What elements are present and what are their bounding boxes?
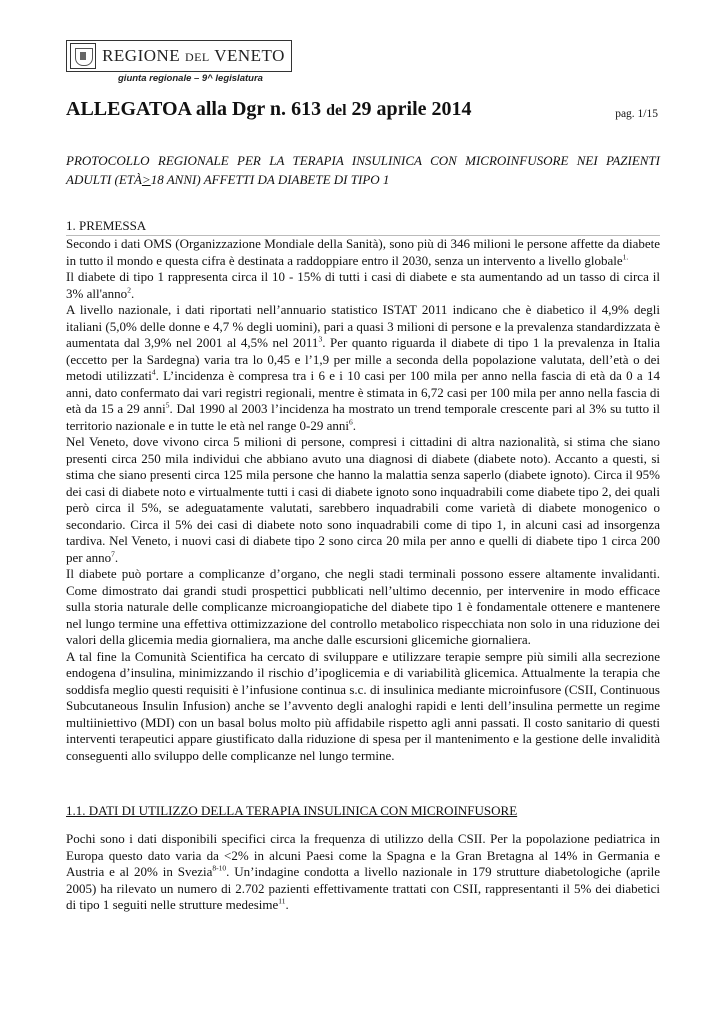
section-dati-utilizzo	[66, 803, 660, 914]
paragraph: A livello nazionale, i dati riportati nell’annuario statistico ISTAT 2011 indicano che è diabetico il 4,9% degli italiani (5,0% delle donne e 4,7 % degli uomini), pari a quasi 3 milioni di persone e la prevalenza standardizzata è aumentata dal 3,9% nel 2001 al 4,5% nel 2011$^3$. Per quanto riguarda il diabete di tipo 1 la prevalenza in Italia (eccetto per la Sardegna) varia tra lo 0,45 e l’1,9 per mille a seconda della popolazione valutata, dell’età o dei metodi utilizzati$^4$. L’incidenza è compresa tra i 6 e i 10 casi per 100 mila per anno nella fascia di età da 0 a 14 anni, dato confermato dai vari registri regionali, mentre è stimata in 6,72 casi per 100 mila per anno nella fascia di età da 15 a 29 anni$^5$. Dal 1990 al 2003 l’incidenza ha mostrato un trend temporale crescente pari al 3% su tutto il territorio nazionale e in tutte le età nel range 0-29 anni$^6$.	[66, 302, 661, 433]
giunta-label: giunta regionale – 9^ legislatura	[118, 73, 263, 84]
section-heading: 1. PREMESSA	[66, 218, 660, 236]
regione-brand-text: REGIONE DEL VENETO	[102, 46, 285, 65]
paragraph: Pochi sono i dati disponibili specifici circa la frequenza di utilizzo della CSII. Per la popolazione pediatrica in Europa questo dato varia da <2% in alcuni Paesi come la Spagna e la Gran Bretagna al 14% in Germania e Austria e al 20% in Svezia$^{8-10}$. Un’indagine condotta a livello nazionale in 179 strutture diabetologiche (aprile 2005) ha rilevato un numero di 2.702 pazienti effettivamente trattati con CSII, rappresentanti il 5% dei diabetici di tipo 1 seguiti nelle strutture medesime$^{11}$.	[66, 831, 661, 912]
paragraph: Il diabete può portare a complicanze d’organo, che negli stadi terminali possono essere altamente invalidanti. Come dimostrato dai grandi studi prospettici pubblicati nell’ultimo decennio, per intervenire in modo efficace sulla storia naturale delle complicanze microangiopatiche del diabete tipo 1 è fondamentale ottenere e mantenere nel lungo termine una effettiva ottimizzazione del controllo metabolico rispecchiata non solo in una riduzione dei valori della glicemia media giornaliera, ma anche dalle escursioni glicemiche giornaliera.	[66, 566, 660, 647]
paragraph: Il diabete di tipo 1 rappresenta circa il 10 - 15% di tutti i casi di diabete e sta aumentando ad un tasso di circa il 3% all'anno$^2$.	[66, 269, 660, 301]
paragraph: Nel Veneto, dove vivono circa 5 milioni di persone, compresi i cittadini di altra nazionalità, si stima che siano presenti circa 250 mila individui che abbiano avuto una diagnosi di diabete (diabete noto). Accanto a questi, si stima che siano presenti circa 125 mila persone che hanno la malattia senza saperlo (diabete ignoto). Circa il 95% dei casi di diabete noto e virtualmente tutti i casi di diabete ignoto sono inquadrabili come diabete tipo 2, dei quali però circa il 5%, se adeguatamente valutati, sarebbero inquadrabili come varietà di diabete monogenico o secondario. Circa il 5% dei casi di diabete noto sono inquadrabili come di tipo 1, in alcuni casi ad insorgenza tardiva. Nel Veneto, i nuovi casi di diabete tipo 2 sono circa 20 mila per anno e quelli di diabete tipo 1 circa 200 per anno$^7$.	[66, 434, 660, 565]
regione-veneto-logo	[66, 40, 292, 72]
section-premessa	[66, 218, 660, 764]
allegato-heading: ALLEGATOA alla Dgr n. 613 del 29 aprile 2014	[66, 98, 472, 120]
paragraph: Secondo i dati OMS (Organizzazione Mondiale della Sanità), sono più di 346 milioni le persone affette da diabete in tutto il mondo e questa cifra è destinata a raddoppiare entro il 2030, senza un intervento a livello globale$^{1.}$	[66, 236, 660, 268]
paragraph: A tal fine la Comunità Scientifica ha cercato di sviluppare e utilizzare terapie sempre più simili alla secrezione endogena d’insulina, minimizzando il rischio d’ipoglicemia e di variabilità glicemica. Attualmente la terapia che soddisfa meglio questi requisiti è l’infusione continua s.c. di insulinica mediante microinfusore (CSII, Continuous Subcutaneous Insulin Infusion) anche se l’avvento degli analoghi rapidi e lenti dell’insulina permette un regime multiiniettivo (MDI) con un basal bolus molto più affidabile rispetto agli anni passati. Il costo sanitario di questi interventi terapeutici appare giustificato dalla riduzione di spesa per il mantenimento e la gestione delle invalidità conseguenti allo sviluppo delle complicanze nel lungo termine.	[66, 648, 660, 763]
document-title: PROTOCOLLO REGIONALE PER LA TERAPIA INSULINICA CON MICROINFUSORE NEI PAZIENTI ADULTI (ETÀ>18 ANNI) AFFETTI DA DIABETE DI TIPO 1	[66, 153, 660, 187]
regione-crest-icon	[70, 43, 96, 69]
page-number: pag. 1/15	[615, 108, 658, 120]
section-heading: 1.1. DATI DI UTILIZZO DELLA TERAPIA INSULINICA CON MICROINFUSORE	[66, 803, 518, 818]
